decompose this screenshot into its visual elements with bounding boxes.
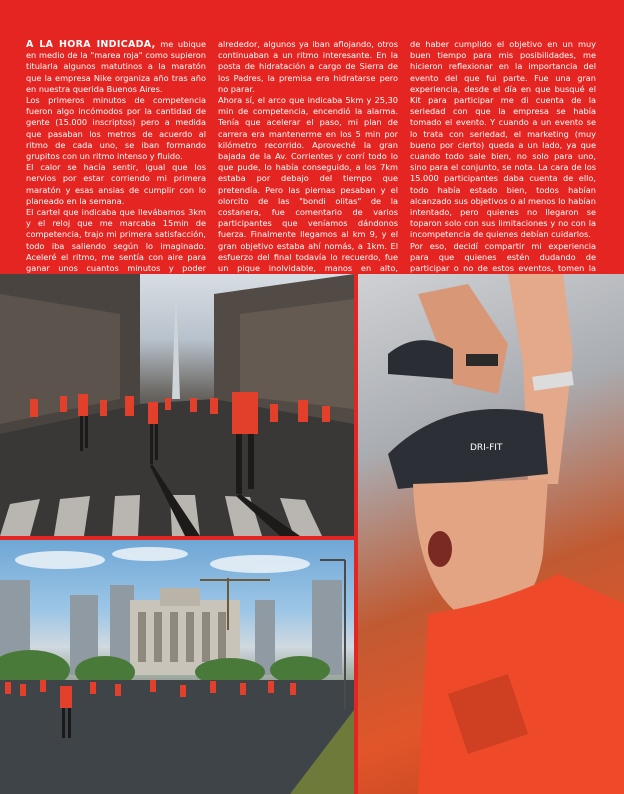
photo-gutter-horizontal	[0, 536, 354, 540]
photo-gutter-vertical	[354, 274, 358, 794]
paragraph: alrededor, algunos ya iban aflojando, otros continuaban a un ritmo interesante. En la posta de hidratación a cargo de Sierra de los Padres, la premisa era hidratarse pero no parar.	[218, 39, 398, 94]
street-scene-illustration	[0, 274, 354, 536]
lead-heading: A LA HORA INDICADA,	[26, 39, 156, 50]
runner-portrait-illustration	[358, 274, 624, 794]
photo-plaza-runners	[0, 540, 354, 794]
article-column-1	[26, 39, 206, 308]
paragraph-text: me ubique en medio de la "marea roja" como supieron titularla algunos matutinos a la maratón que la empresa Nike organiza año tras año en nuestra querida Buenos Aires.	[26, 39, 206, 94]
plaza-scene-illustration	[0, 540, 354, 794]
paragraph	[26, 39, 206, 95]
photo-street-runners	[0, 274, 354, 536]
paragraph: El cartel que indicaba que llevábamos 3km y el reloj que me marcaba 15min de competencia, trajo mi primera satisfacción, todo iba saliendo según lo imaginado. Aceleré el ritmo, me sentía con aire para ganar unos cuantos minutos y poder	[26, 207, 206, 274]
paragraph: Ahora sí, el arco que indicaba 5km y 25,30 min de competencia, encendió la alarma. Tenía que acelerar el paso, mi plan de carrera era mantenerme en los 5 min por kilómetro recorrido. Aproveché la gran bajada de la Av. Corrientes y corrí todo lo que pude, lo había conseguido, a los 7km estaba por debajo del tiempo que pretendía. Pero las piernas pesaban y el olorcito de las "bondi olitas" de la costanera, fue comentario de varios participantes que veníamos dándonos fuerza. Finalmente llegamos al km 9, y el gran objetivo estaba ahí nomás, a 1km. El esfuerzo del final todavía lo recuerdo, fue un pique inolvidable, manos en alto,	[218, 95, 398, 274]
paragraph: de haber cumplido el objetivo en un muy buen tiempo para mis posibilidades, me hicieron reflexionar en la importancia del evento del que fui parte. Fue una gran experiencia, desde el día en que busqué el Kit para participar me di cuenta de la seriedad con que la empresa se había tomado el evento. Y cuando a un evento se lo trata con seriedad, el marketing (muy bueno por cierto) queda a un lado, ya que cuando todo sale bien, no solo para uno, sino para el conjunto, se nota. La cara de los 15.000 participantes daba cuenta de ello, todo había estado bien, todos habían alcanzado sus objetivos o al menos lo habían intentado, pero quienes no llegaron se toparon solo con sus limitaciones y no con la incompetencia de quienes debían cuidarlos.	[410, 39, 596, 240]
article-text-block	[0, 0, 624, 274]
paragraph-text: Por eso, decidí compartir mi experiencia para que quienes estén dudando de participar o no de estos eventos, tomen la	[410, 240, 596, 274]
paragraph: Los primeros minutos de competencia fueron algo incómodos por la cantidad de gente (15.000 inscriptos) pero a medida que pasaban los metros de acuerdo al ritmo de cada uno, se iban formando grupitos con un ritmo intenso y fluido.	[26, 95, 206, 162]
paragraph: El calor se hacía sentir, igual que los nervios por estar corriendo mi primera maratón y esas ansias de cumplir con lo planeado en la semana.	[26, 162, 206, 206]
cap-logo-text: DRI-FIT	[470, 443, 503, 453]
article-column-3	[410, 39, 596, 285]
photo-celebrating-runner	[358, 274, 624, 794]
